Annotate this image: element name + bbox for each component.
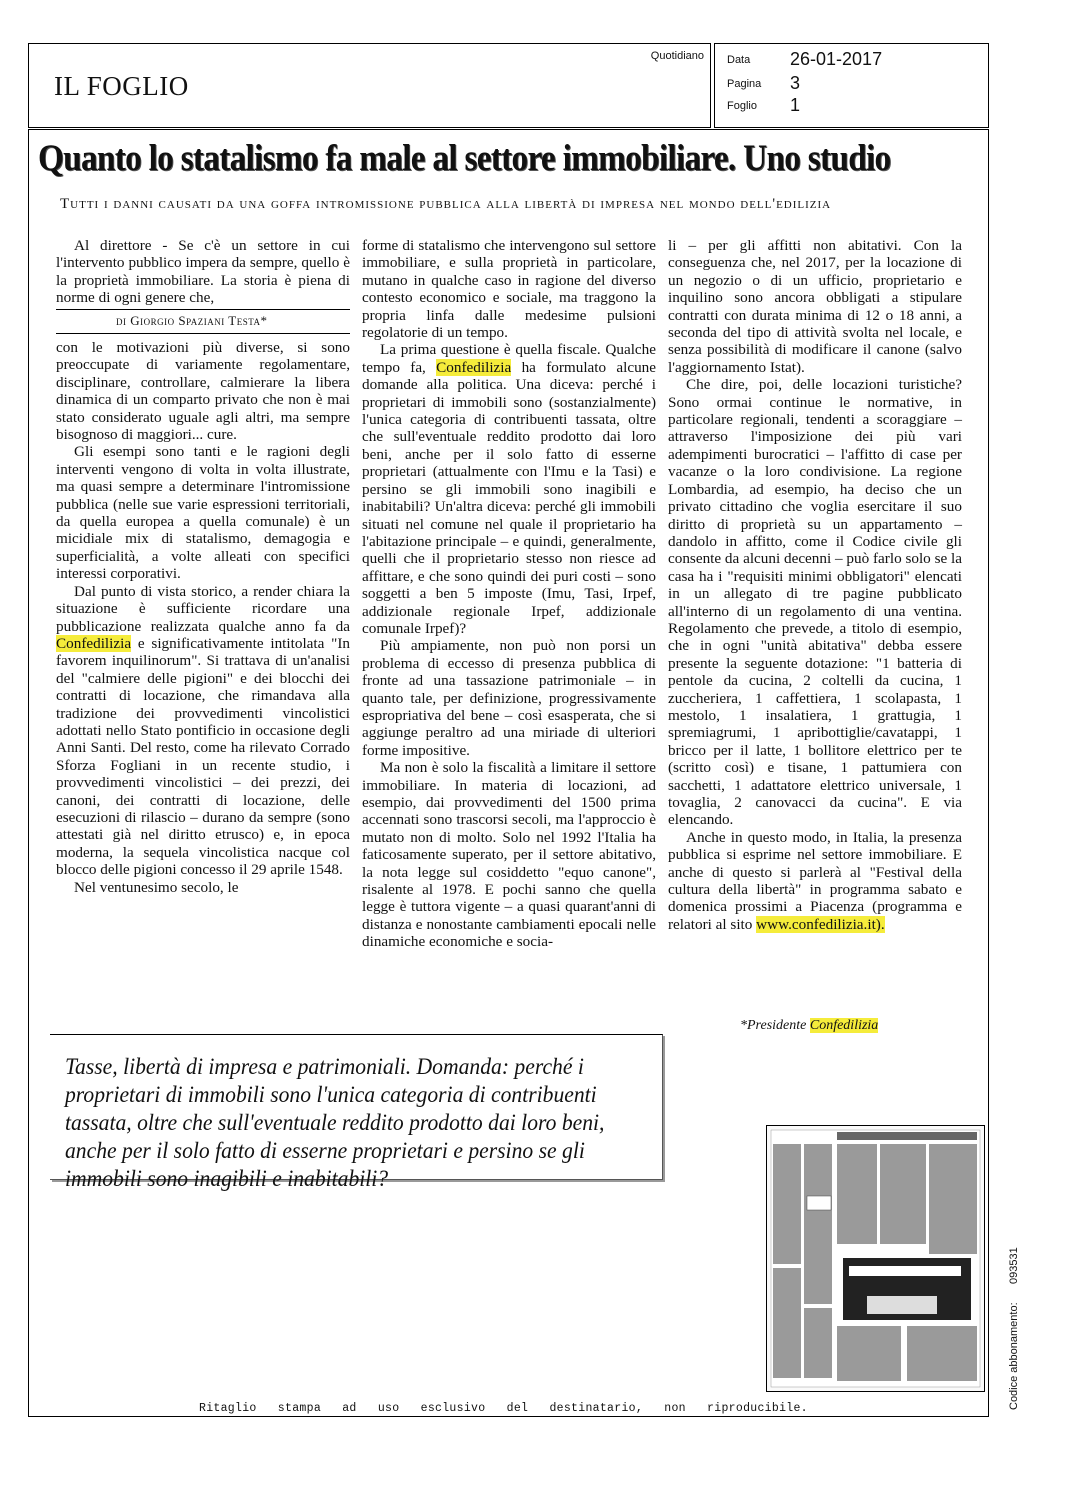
newspaper-logo: IL FOGLIO <box>54 71 189 101</box>
data-label: Data <box>727 54 751 66</box>
paragraph: con le motivazioni più diverse, si sono preoccupate di variamente regolamentare, disciplinare, controllare, calmierare la libera dinamica di un comparto privato che non è mai stato considerato uguale agli altri, ma sempre bisognoso di maggiori... cure. <box>56 339 350 444</box>
paragraph: Gli esempi sono tanti e le ragioni degli interventi vengono di volta in volta illustrate, ma quasi sempre a determinare l'intromissione pubblica (nelle sue varie espressioni territoriali, da quella europea a quella comunale) è un micidiale mix di statalismo, demagogia e superficialità, a volte alleati con specifici interessi corporativi. <box>56 443 350 583</box>
intro-paragraph: Al direttore - Se c'è un settore in cui l'intervento pubblico impera da sempre, quello è la proprietà immobiliare. La storia è piena di norme di ogni genere che, <box>56 237 350 307</box>
subscription-code <box>1008 1247 1020 1410</box>
byline: di Giorgio Spaziani Testa* <box>116 313 268 328</box>
highlight-confedilizia: Confedilizia <box>436 358 512 376</box>
column-1-intro <box>56 237 350 307</box>
masthead-box <box>28 43 711 128</box>
signature-title: *Presidente <box>740 1018 807 1033</box>
paragraph: Più ampiamente, non può non porsi un problema di eccesso di presenza pubblica di fronte ad una tassazione patrimoniale – in quanto tale, per definizione, progressivamente espropriativa del bene – così esasperata, che si aggiunge peraltro ad una miriade di ulteriori forme impositive. <box>362 637 656 759</box>
paragraph <box>668 829 962 933</box>
paragraph: Nel ventunesimo secolo, le <box>74 878 239 896</box>
column-2 <box>362 237 656 951</box>
byline-rule-bottom <box>56 333 350 334</box>
foglio-value: 1 <box>790 95 801 115</box>
text-run: La prima questione è quella fiscale. Qualche tempo fa, <box>362 341 656 376</box>
paragraph: Che dire, poi, delle locazioni turistiche? Sono ormai continue le normative, in particolare regionali, tendenti a scoraggiare – attraverso l'imposizione dei più vari adempimenti burocratici – l'affitto di case per vacanze o la loro condivisione. La regione Lombardia, ad esempio, ha deciso che un privato cittadino che voglia esercitare il suo diritto di proprietà su un appartamento – dandolo in affitto, come il Codice civile gli consente da alcuni decenni – può farlo solo se la casa ha i "requisiti minimi obbligatori" elencati in un allegato di tre pagine pubblicato all'interno di un regolamento di una ventina. Regolamento che prevede, a titolo di esempio, che in ogni "unità abitativa" debba essere presente la seguente dotazione: "1 batteria di pentole da cucina, 2 coltelli da cucina, 1 zuccheriera, 1 caffettiera, 1 scolapasta, 1 mestolo, 1 insalatiera, 1 grattugia, 1 spremiagrumi, 1 apribottiglie/cavatappi, 1 bricco per il latte, 1 bollitore elettrico per te (scritto così) e tisane, 1 pattumiera con sacchetti, 1 adattatore elettrico universale, 1 tovaglia, 2 canovacci da cucina". E via elencando. <box>668 376 962 829</box>
text-run: Anche in questo modo, in Italia, la presenza pubblica si esprime nel settore immobiliare. E anche di questo si parlerà al "Festival della cultura della libertà" in programma sabato e domenica prossimi a Piacenza (programma e relatori al sito <box>668 828 962 933</box>
paragraph <box>362 341 656 637</box>
author-signature <box>740 1018 878 1034</box>
website-link[interactable]: www.confedilizia.it). <box>756 915 885 933</box>
subscription-code-value: 093531 <box>1008 1247 1020 1285</box>
text-run: Dal punto di vista storico, a render chiara la situazione è sufficiente ricordare una pubblicazione realizzata qualche anno fa da <box>56 582 350 635</box>
foglio-label: Foglio <box>727 100 757 112</box>
text-run: ha formulato alcune domande alla politica. Una diceva: perché i proprietari di immobili sono (sostanzialmente) l'unica categoria di contribuenti tassata, oltre che sull'eventuale reddito prodotto dai loro beni, anche per il solo fatto di esserne proprietari (attualmente con l'Imu e la Tasi) e persino se gli immobili sono inagibili e inabitabili? Un'altra diceva: perché gli immobili situati nel comune nel quale il proprietario ha l'abitazione principale – e quindi, generalmente, quelli che il proprietario stesso non riesce ad affittare, e che sono quindi dei puri costi – sono soggetti a ben 5 imposte (Imu, Tasi, Irpef, addizionale regionale Irpef, addizionale comunale Irpef)? <box>362 358 657 637</box>
page-thumbnail <box>766 1125 985 1392</box>
column-1 <box>56 339 350 896</box>
pull-quote-box <box>50 1034 663 1192</box>
footer-notice: Ritaglio stampa ad uso esclusivo del destinatario, non riproducibile. <box>199 1402 808 1415</box>
paragraph: Ma non è solo la fiscalità a limitare il settore immobiliare. In materia di locazioni, ad esempio, dai provvedimenti del 1500 prima accennati sono trascorsi secoli, ma l'approccio è mutato non di molto. Solo nel 1992 l'Italia ha faticosamente superato, per il settore abitativo, la nota legge sul cosiddetto "equo canone", risalente al 1978. E pochi sanno che quella legge è tuttora vigente – a quasi quarant'anni di distanza e nonostante cambiamenti epocali nelle dinamiche economiche e socia- <box>362 759 656 951</box>
highlight-confedilizia: Confedilizia <box>56 634 132 652</box>
page-thumbnail-image <box>767 1126 984 1391</box>
subscription-code-label: Codice abbonamento: <box>1008 1302 1020 1410</box>
column-3 <box>668 237 962 933</box>
publication-type: Quotidiano <box>650 50 704 62</box>
article-headline: Quanto lo statalismo fa male al settore immobiliare. Uno studio <box>38 138 891 179</box>
text-run: e significativamente intitolata "In favorem inquilinorum". Si trattava di un'analisi del "calmiere delle pigioni" e dei blocchi dei contratti di locazione, che rimandava alla tradizione dei provvedimenti vincolistici adottati nello Stato pontificio in occasione degli Anni Santi. Del resto, come ha rilevato Corrado Sforza Fogliani in un recente studio, i provvedimenti vincolistici – dei prezzi, dei canoni, dei contratti di locazione, delle esecuzioni di rilascio – durano da sempre (sono attestati già nel diritto etrusco) e, in epoca moderna, la sequela vincolistica nacque col blocco delle pigioni concesso il 29 aprile 1548. <box>56 634 350 879</box>
pagina-label: Pagina <box>727 78 762 90</box>
pull-quote-text: Tasse, libertà di impresa e patrimoniali. Domanda: perché i proprietari di immobili sono l'unica categoria di contribuenti tassata, oltre che sull'eventuale reddito prodotto dai loro beni, anche per il solo fatto di esserne proprietari e persino se gli immobili sono inagibili e inabitabili? <box>65 1054 605 1192</box>
byline-rule-top <box>56 309 350 310</box>
paragraph: forme di statalismo che intervengono sul settore immobiliare, e sulla proprietà in particolare, mutano in qualche caso in ragione del diverso contesto economico e sociale, ma traggono la propria linfa dalle medesime pulsioni regolatorie di un tempo. <box>362 237 656 342</box>
metadata-box <box>714 43 989 128</box>
paragraph: li – per gli affitti non abitativi. Con la conseguenza che, nel 2017, per la locazione di un negozio o di un ufficio, proprietario e inquilino sono ancora obbligati a stipulare contratti con durata minima di 12 o 18 anni, a seconda del tipo di attività svolta nel locale, e senza possibilità di modificare il canone (salvo l'aggiornamento Istat). <box>668 237 962 376</box>
article-subhead: Tutti i danni causati da una goffa intromissione pubblica alla libertà di impresa nel mondo dell'edilizia <box>60 196 832 212</box>
data-value: 26-01-2017 <box>790 49 883 69</box>
pagina-value: 3 <box>790 73 801 93</box>
highlight-confedilizia: Confedilizia <box>809 1018 879 1033</box>
paragraph <box>56 583 350 879</box>
